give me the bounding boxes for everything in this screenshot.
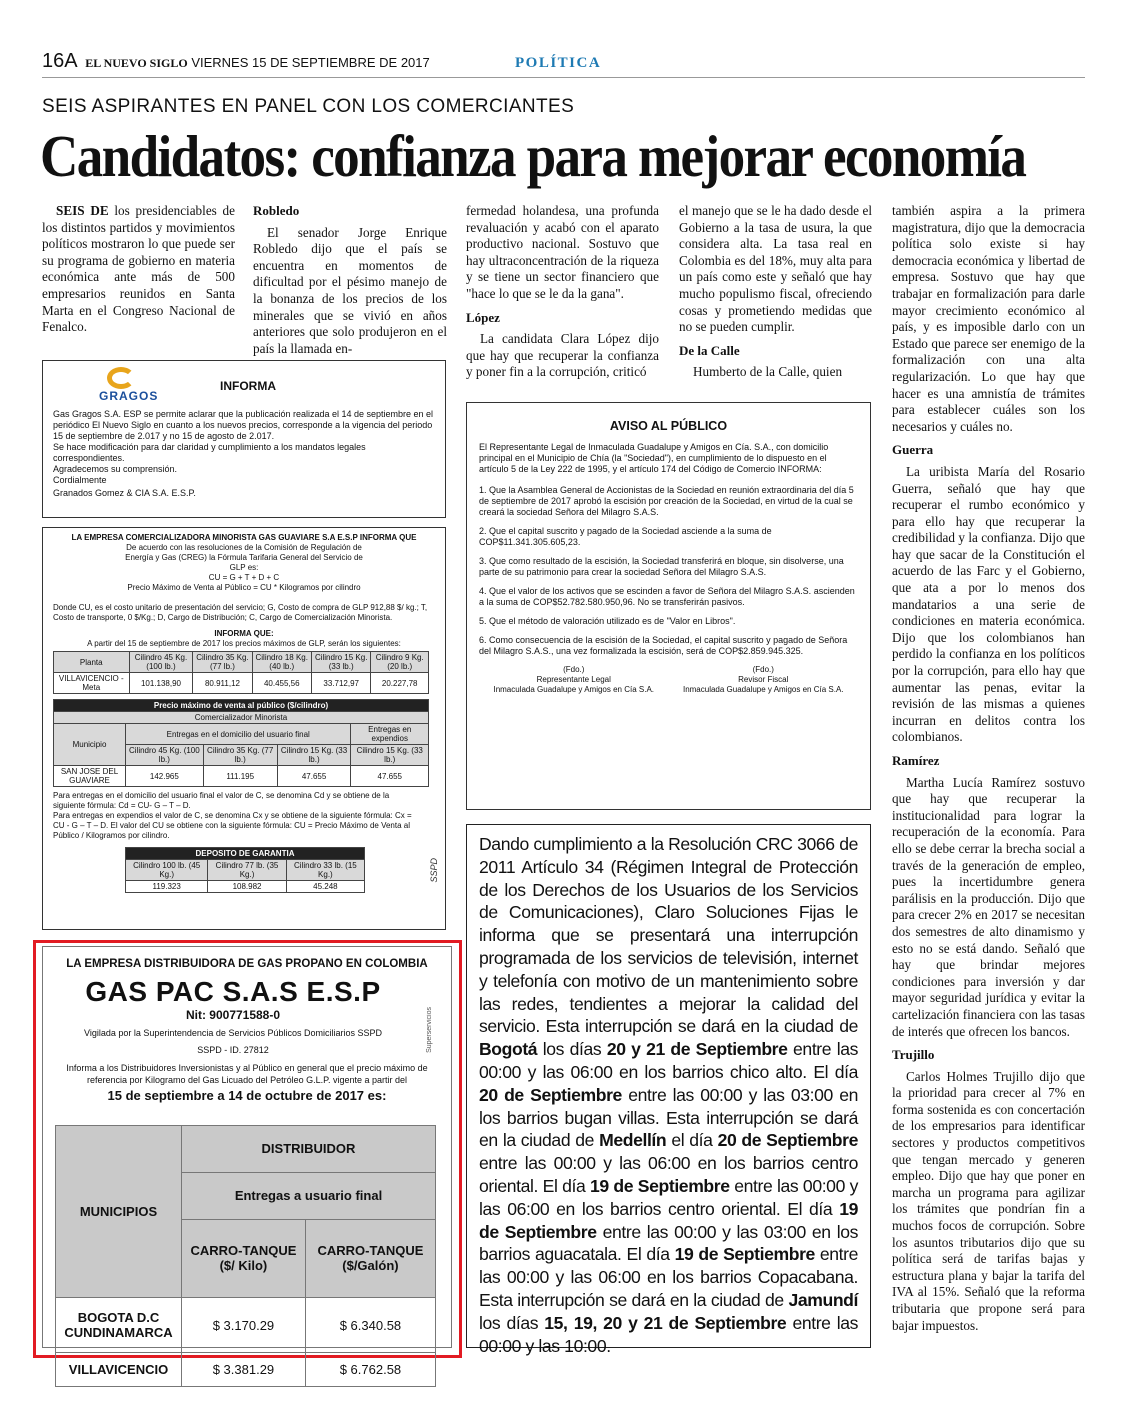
table-header: DISTRIBUIDOR: [182, 1126, 436, 1173]
date-bold: 15, 19, 20 y 21 de Septiembre: [544, 1312, 787, 1333]
gragos-line-3: Agradecemos su comprensión.: [53, 464, 178, 474]
gragos-logo-text: GRAGOS: [99, 389, 159, 403]
claro-text: [479, 833, 858, 1357]
table-cell: 20.227,78: [371, 673, 429, 694]
table-header: Entregas en el domicilio del usuario final: [126, 724, 351, 745]
signature-fiscal: [683, 665, 844, 695]
signature-fdo: (Fdo.): [752, 665, 774, 674]
table-cell: 47.655: [277, 766, 351, 787]
date-bold: 20 y 21 de Septiembre: [606, 1039, 788, 1060]
planta-price-table: [53, 651, 429, 694]
date-bold: 20 de Septiembre: [717, 1130, 858, 1151]
gaspac-period: 15 de septiembre a 14 de octubre de 2017 es:: [107, 1088, 387, 1103]
subhead-guerra: Guerra: [892, 442, 934, 458]
subhead-trujillo: Trujillo: [892, 1047, 935, 1063]
table-header: Cilindro 33 lb. (15 Kg.): [286, 860, 364, 881]
table-header: Cilindro 45 Kg. (100 lb.): [129, 652, 193, 673]
aviso-ad: [466, 402, 871, 810]
gaspac-informa: Informa a los Distribuidores Inversionistas y al Público en general que el precio máximo de referencia por Kilogramo del Gas Licuado del Petróleo G.L.P. vigente a partir del: [66, 1063, 428, 1085]
guaviare-informa-sub: A partir del 15 de septiembre de 2017 los precios máximos de GLP, serán los siguientes:: [87, 639, 401, 648]
municipio-price-table: [53, 699, 429, 787]
superservicios-logo: Superservicios: [426, 1007, 433, 1053]
table-cell: 80.911,12: [193, 673, 252, 694]
table-cell: 142.965: [126, 766, 204, 787]
guaviare-intro: De acuerdo con las resoluciones de la Comisión de Regulación de Energía y Gas (CREG) la Fórmula Tarifaria General del Servicio de GLP es:: [125, 543, 363, 572]
paragraph-delacalle-cont: también aspira a la primera magistratura, dijo que la democracia política solo existe si hay democracia económica y libertad de empresa. Sostuvo que hay que trabajar en formalización para darle mayor crecimiento económico al país, y es imposible darlo con un Estado que parece ser enemigo de la formalización con una alta regularización. Lo que hay que hacer es una amnistía de trámites para establecer cuáles son los necesarios y cuáles no.: [892, 203, 1085, 434]
date-bold: 20 de Septiembre: [479, 1084, 622, 1105]
city-medellin: Medellín: [599, 1130, 667, 1151]
table-header: Cilindro 15 Kg. (33 lb.): [277, 745, 351, 766]
table-header: Cilindro 35 Kg. (77 lb.): [203, 745, 277, 766]
deposit-table: [125, 847, 365, 893]
paragraph-trujillo: Carlos Holmes Trujillo dijo que la prioridad para crecer al 7% en forma sostenida es con concertación de los empresarios para identificar sectores y productos competitivos que tengan mercado y generen empleo. Dijo que hay que poner en marcha un programa para agilizar los trámites que pondrían fin a muchos focos de corrupción. Sobre los asuntos tributarios dijo que su política será de tarifas bajas y estructura plana y bajar la tarifa del IVA al 15%. Señaló que la reforma tributaria que propone será para bajar impuestos.: [892, 1068, 1085, 1333]
table-cell: $ 6.762.58: [305, 1353, 435, 1387]
gragos-body: [53, 409, 437, 499]
issue-date: VIERNES 15 DE SEPTIEMBRE DE 2017: [191, 55, 430, 70]
paragraph-guerra: La uribista María del Rosario Guerra, señaló que hay que recuperar el rumbo económico y para ello hay que recuperar la credibilidad y la confianza. Dijo que hay que sacar de la Constitución el acuerdo de las Farc y el Gobierno, que ata a por lo menos dos mandatarios a una serie de condiciones en materia económica. Dijo que los colombianos han perdido la confianza en los políticos por la corrupción, para ello hay que aumentar las penas, evitar la revisión de las mismas a quienes incurran en delitos contra los colombianos.: [892, 463, 1085, 745]
city-jamundi: Jamundí: [788, 1289, 858, 1310]
table-cell: VILLAVICENCIO: [56, 1353, 182, 1387]
table-cell: 101.138,90: [129, 673, 193, 694]
table-row: [126, 881, 365, 893]
table-title: Precio máximo de venta al público ($/cilindro): [54, 700, 429, 712]
claro-run: los días: [479, 1312, 545, 1333]
claro-run: entre las 00:00 y las 06:00 en los barrios chico alto. El día: [479, 1039, 858, 1082]
article-headline: Candidatos: confianza para mejorar economía: [40, 123, 1026, 189]
gragos-ad: [42, 360, 446, 518]
gragos-line-5: Granados Gomez & CIA S.A. E.S.P.: [53, 488, 196, 498]
claro-run: entre las 00:00 y las 03:00 en los barrios bugan villas. Esta interrupción se dará en la ciudad de: [479, 1084, 858, 1151]
table-row: [56, 1298, 436, 1353]
header-divider: [42, 77, 1085, 78]
gaspac-nit: Nit: 900771588-0: [185, 1008, 281, 1022]
table-cell: 47.655: [351, 766, 429, 787]
article-column-2: [253, 203, 447, 357]
page-number: 16A: [42, 50, 78, 72]
table-header: Cilindro 100 lb. (45 Kg.): [126, 860, 208, 881]
gragos-logo: [63, 367, 183, 403]
signature-role: Revisor Fiscal: [738, 675, 789, 684]
table-cell: 111.195: [203, 766, 277, 787]
table-cell: $ 3.381.29: [182, 1353, 306, 1387]
table-cell: BOGOTA D.C CUNDINAMARCA: [56, 1298, 182, 1353]
gragos-line-4: Cordialmente: [53, 475, 107, 485]
aviso-item-3: 3. Que como resultado de la escisión, la Sociedad transferirá en bloque, sin disolverse, una parte de su patrimonio para crear la sociedad Señora del Milagro S.A.S.: [479, 556, 844, 577]
claro-run: entre las 00:00 y las 06:00 en los barrios centro oriental. El día: [479, 1153, 858, 1196]
gaspac-sspd: SSPD - ID. 27812: [197, 1045, 269, 1055]
gragos-title: INFORMA: [220, 379, 276, 393]
article-column-5: [892, 203, 1085, 1334]
gragos-line-1: Gas Gragos S.A. ESP se permite aclarar que la publicación realizada el 14 de septiembre en el periódico El Nuevo Siglo en cuanto a los nuevos precios, corresponde a la vigencia del periodo 15 de septiembre de 2.017 y no 15 de agosto de 2.017.: [53, 409, 434, 441]
newspaper-name: EL NUEVO SIGLO: [85, 56, 188, 70]
table-header: Cilindro 18 Kg. (40 lb.): [252, 652, 311, 673]
table-header: Municipio: [54, 724, 126, 766]
table-header: Cilindro 9 Kg. (20 lb.): [371, 652, 429, 673]
table-cell: 108.982: [208, 881, 286, 893]
subhead-robledo: Robledo: [253, 203, 300, 218]
guaviare-informa: INFORMA QUE:: [214, 629, 274, 638]
gragos-g-icon: [107, 367, 135, 389]
gaspac-vigilada: Vigilada por la Superintendencia de Servicios Públicos Domiciliarios SSPD: [84, 1028, 382, 1038]
aviso-item-6: 6. Como consecuencia de la escisión de la Sociedad, el capital suscrito y pagado de Señora del Milagro S.A.S., una vez formalizada la escisión, será de COP$2.859.945.325.: [479, 635, 848, 656]
guaviare-formula-1: CU = G + T + D + C: [208, 573, 280, 582]
table-header: MUNICIPIOS: [56, 1126, 182, 1298]
guaviare-title: LA EMPRESA COMERCIALIZADORA MINORISTA GAS GUAVIARE S.A E.S.P INFORMA QUE: [71, 533, 417, 542]
page-header: [42, 50, 430, 73]
aviso-title: AVISO AL PÚBLICO: [609, 419, 728, 433]
table-title: DEPOSITO DE GARANTIA: [126, 848, 365, 860]
aviso-intro: El Representante Legal de Inmaculada Guadalupe y Amigos en Cía. S.A., con domicilio principal en el Municipio de Chía (la "Sociedad"), en cumplimiento de lo dispuesto en el artículo 5 de la Ley 222 de 1995, y el artículo 174 del Código de Comercio INFORMA:: [479, 442, 829, 474]
gaspac-ad: [42, 946, 452, 1377]
section-name: POLÍTICA: [515, 55, 602, 71]
paragraph-ramirez: Martha Lucía Ramírez sostuvo que hay que recuperar la institucionalidad para lograr la recuperación de la economía. Para ello se debe cerrar la brecha social a través de la generación de empleo, pues la incertidumbre genera parálisis en la producción. Dijo que para crecer 2% en 2017 se necesitan dos semestres de alto dinamismo y esto no se está dando. Señaló que hay que brindar mejores condiciones para inversión y dar mayor seguridad jurídica y evitar la cartelización financiera con las tasas de interés que ofrecen los bancos.: [892, 774, 1085, 1039]
claro-run: entre las 00:00 y las 06:00 en los barrios centro oriental. El día: [479, 1175, 858, 1219]
gaspac-name: GAS PAC S.A.S E.S.P: [85, 976, 381, 1007]
claro-run: entre las 00:00 y las 06:00 en los barrios Copacabana. Esta interrupción se dará en la ciudad de: [479, 1244, 858, 1310]
paragraph-robledo: El senador Jorge Enrique Robledo dijo que el país se encuentra en momentos de dificultad por el pésimo manejo de la bonanza de los precios de los minerales que se vivió en años anteriores que solo produjeron en el país la llamada en-: [253, 224, 447, 356]
guaviare-definitions: Donde CU, es el costo unitario de presentación del servicio; G, Costo de compra de GLP 912,88 $/ kg.; T, Costo de transporte, 0 $/Kg.; D, Cargo de Distribución; C, Cargo de Comercialización Minorista.: [53, 603, 428, 622]
guaviare-note-2: Para entregas en expendios el valor de C, se denomina Cx y se obtiene de la siguiente fórmula: Cx = CU - G – T – D. El valor del CU se obtiene con la siguiente fórmula: CU = Precio Máximo de Venta al Público / Kilogramos por cilindro.: [53, 811, 412, 840]
paragraph-delacalle: Humberto de la Calle, quien: [693, 364, 843, 380]
table-header: Entregas en expendios: [351, 724, 429, 745]
table-row: [54, 766, 429, 787]
aviso-signatures: [479, 665, 858, 695]
table-header: Entregas a usuario final: [182, 1172, 436, 1219]
date-bold: 19 de Septiembre: [479, 1198, 858, 1242]
subhead-lopez: López: [466, 309, 500, 325]
aviso-item-1: 1. Que la Asamblea General de Accionistas de la Sociedad en reunión extraordinaria del día 5 de septiembre de 2017 aprobó la escisión por creación de la Sociedad, en virtud de la cual se creará la sociedad Señora del Milagro S.A.S.: [479, 485, 854, 517]
table-cell: 40.455,56: [252, 673, 311, 694]
signature-role: Representante Legal: [536, 675, 611, 684]
subhead-ramirez: Ramírez: [892, 753, 940, 768]
article-column-3: [466, 203, 659, 381]
table-header: Cilindro 15 Kg. (33 lb.): [351, 745, 429, 766]
paragraph-lopez-cont: el manejo que se le ha dado desde el Gobierno a la tasa de usura, la que considera alta. La tasa real en Colombia es del 18%, muy alta para un país como este y señaló que hay mucho populismo fiscal, ofreciendo cosas y prometiendo medidas que no se pueden cumplir.: [679, 203, 872, 335]
table-header: Cilindro 45 Kg. (100 lb.): [126, 745, 204, 766]
date-bold: 19 de Septiembre: [590, 1175, 730, 1196]
guaviare-note-1: Para entregas en el domicilio del usuario final el valor de C, se denomina Cd y se obtiene de la siguiente fórmula: Cd = CU- G – T – D.: [53, 791, 390, 810]
signature-fdo: (Fdo.): [563, 665, 585, 674]
aviso-item-4: 4. Que el valor de los activos que se escinden a favor de Señora del Milagro S.A.S. ascienden a la suma de COP$52.782.580.950,96. No se transferirán pasivos.: [479, 586, 855, 607]
date-bold: 19 de Septiembre: [674, 1244, 815, 1265]
table-header: Planta: [54, 652, 130, 673]
aviso-item-2: 2. Que el capital suscrito y pagado de la Sociedad asciende a la suma de COP$11.341.305.605,23.: [479, 526, 772, 547]
city-bogota: Bogotá: [479, 1039, 538, 1060]
claro-run: entre las 00:00 y las 10:00.: [479, 1312, 859, 1356]
gragos-line-2: Se hace modificación para dar claridad y cumplimiento a los mandatos legales correspondientes.: [53, 442, 366, 463]
lead-cap: SEIS DE: [56, 203, 109, 218]
signature-company: Inmaculada Guadalupe y Amigos en Cía S.A.: [682, 685, 844, 694]
claro-run: entre las 00:00 y las 03:00 en los barrios aguacatala. El día: [479, 1221, 858, 1265]
claro-run: los días: [537, 1039, 607, 1060]
claro-run: Dando cumplimiento a la Resolución CRC 3066 de 2011 Artículo 34 (Régimen Integral de Protección de los Derechos de los Usuarios de los Servicios de Comunicaciones), Claro Soluciones Fijas le informa que se presentará una interrupción programada de los servicios de televisión, internet y telefonía con motivo de un mantenimiento sobre las redes, tendientes a mejorar la calidad del servicio. Esta interrupción se dará en la ciudad de: [479, 834, 858, 1037]
paragraph-lopez: La candidata Clara López dijo que hay que recuperar la confianza y poner fin a la corrupción, criticó: [466, 331, 659, 380]
guaviare-ad: [42, 527, 446, 930]
signature-company: Inmaculada Guadalupe y Amigos en Cía S.A.: [493, 685, 655, 694]
signature-legal: [493, 665, 654, 695]
article-column-1: [42, 203, 235, 336]
claro-notice: [466, 824, 871, 1356]
table-header: Cilindro 15 Kg. (33 lb.): [311, 652, 370, 673]
table-cell: 119.323: [126, 881, 208, 893]
table-cell: $ 6.340.58: [305, 1298, 435, 1353]
table-cell: SAN JOSE DEL GUAVIARE: [54, 766, 126, 787]
table-row: [54, 673, 429, 694]
table-header: CARRO-TANQUE ($/ Kilo): [182, 1219, 306, 1297]
gaspac-price-table: [55, 1125, 436, 1387]
article-column-4: [679, 203, 872, 381]
aviso-item-5: 5. Que el método de valoración utilizado es de "Valor en Libros".: [479, 616, 736, 626]
table-cell: VILLAVICENCIO - Meta: [54, 673, 130, 694]
table-cell: $ 3.170.29: [182, 1298, 306, 1353]
claro-run: el día: [666, 1130, 718, 1151]
subhead-delacalle: De la Calle: [679, 342, 740, 358]
table-cell: 45.248: [286, 881, 364, 893]
sspd-logo: SSPD: [429, 858, 439, 883]
article-lead: los presidenciables de los distintos partidos y movimientos políticos mostraron lo que puede ser su programa de gobierno en materia económica ante más de 500 empresarios reunidos en Santa Marta en el Congreso Nacional de Fenalco.: [42, 203, 235, 335]
table-header: Cilindro 77 lb. (35 Kg.): [208, 860, 286, 881]
table-row: [56, 1353, 436, 1387]
table-subtitle: Comercializador Minorista: [54, 712, 429, 724]
paragraph-robledo-cont: fermedad holandesa, una profunda revaluación y acabó con el aparato productivo nacional. Sostuvo que hay ultraconcentración de la riqueza y se tiene un sector financiero que "hace lo que se le da la gana".: [466, 203, 659, 301]
gaspac-top: LA EMPRESA DISTRIBUIDORA DE GAS PROPANO EN COLOMBIA: [66, 958, 428, 970]
table-header: Cilindro 35 Kg. (77 lb.): [193, 652, 252, 673]
table-header: CARRO-TANQUE ($/Galón): [305, 1219, 435, 1297]
guaviare-formula-2: Precio Máximo de Venta al Público = CU * Kilogramos por cilindro: [127, 583, 361, 592]
article-kicker: SEIS ASPIRANTES EN PANEL CON LOS COMERCIANTES: [42, 96, 575, 117]
table-cell: 33.712,97: [311, 673, 370, 694]
